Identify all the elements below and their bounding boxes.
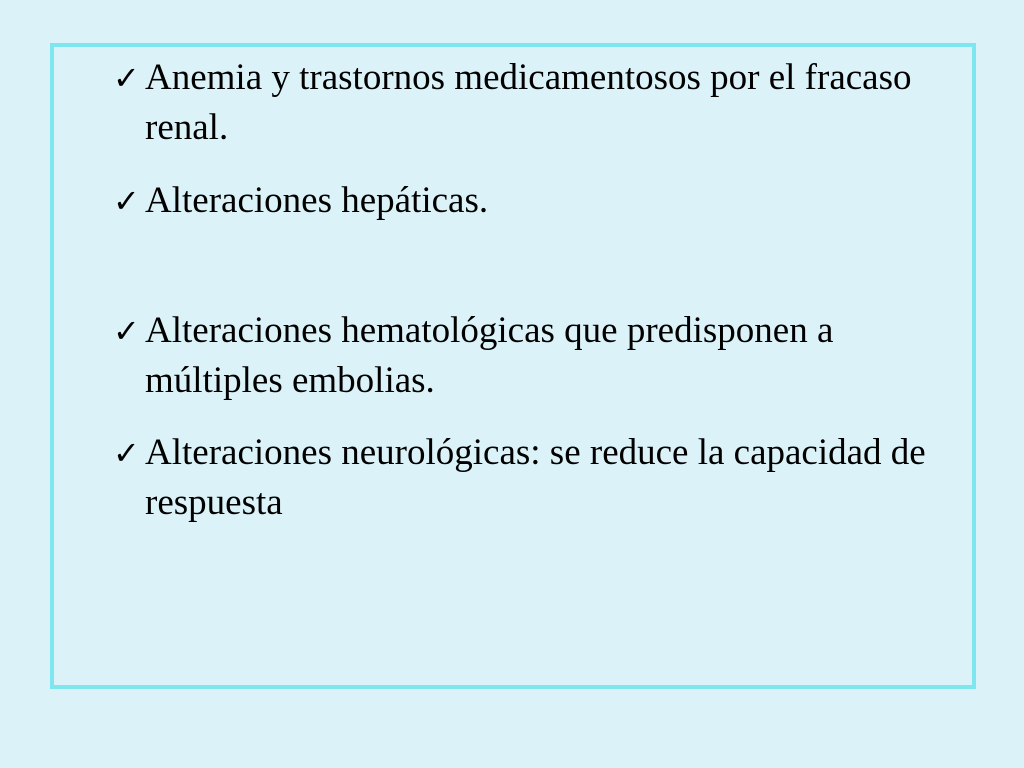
check-icon: ✓ bbox=[113, 434, 140, 472]
bullet-text: Anemia y trastornos medicamentosos por el fracaso renal. bbox=[145, 57, 912, 148]
bullet-text: Alteraciones neurológicas: se reduce la capacidad de respuesta bbox=[145, 432, 926, 523]
bullet-item bbox=[113, 53, 963, 153]
check-icon: ✓ bbox=[113, 312, 140, 350]
check-icon: ✓ bbox=[113, 59, 140, 97]
check-icon: ✓ bbox=[113, 182, 140, 220]
bullet-text: Alteraciones hematológicas que predisponen a múltiples embolias. bbox=[145, 310, 834, 401]
bullet-text: Alteraciones hepáticas. bbox=[145, 180, 489, 221]
bullet-item bbox=[113, 306, 963, 406]
bullet-item bbox=[113, 428, 963, 528]
bullet-item bbox=[113, 176, 963, 226]
